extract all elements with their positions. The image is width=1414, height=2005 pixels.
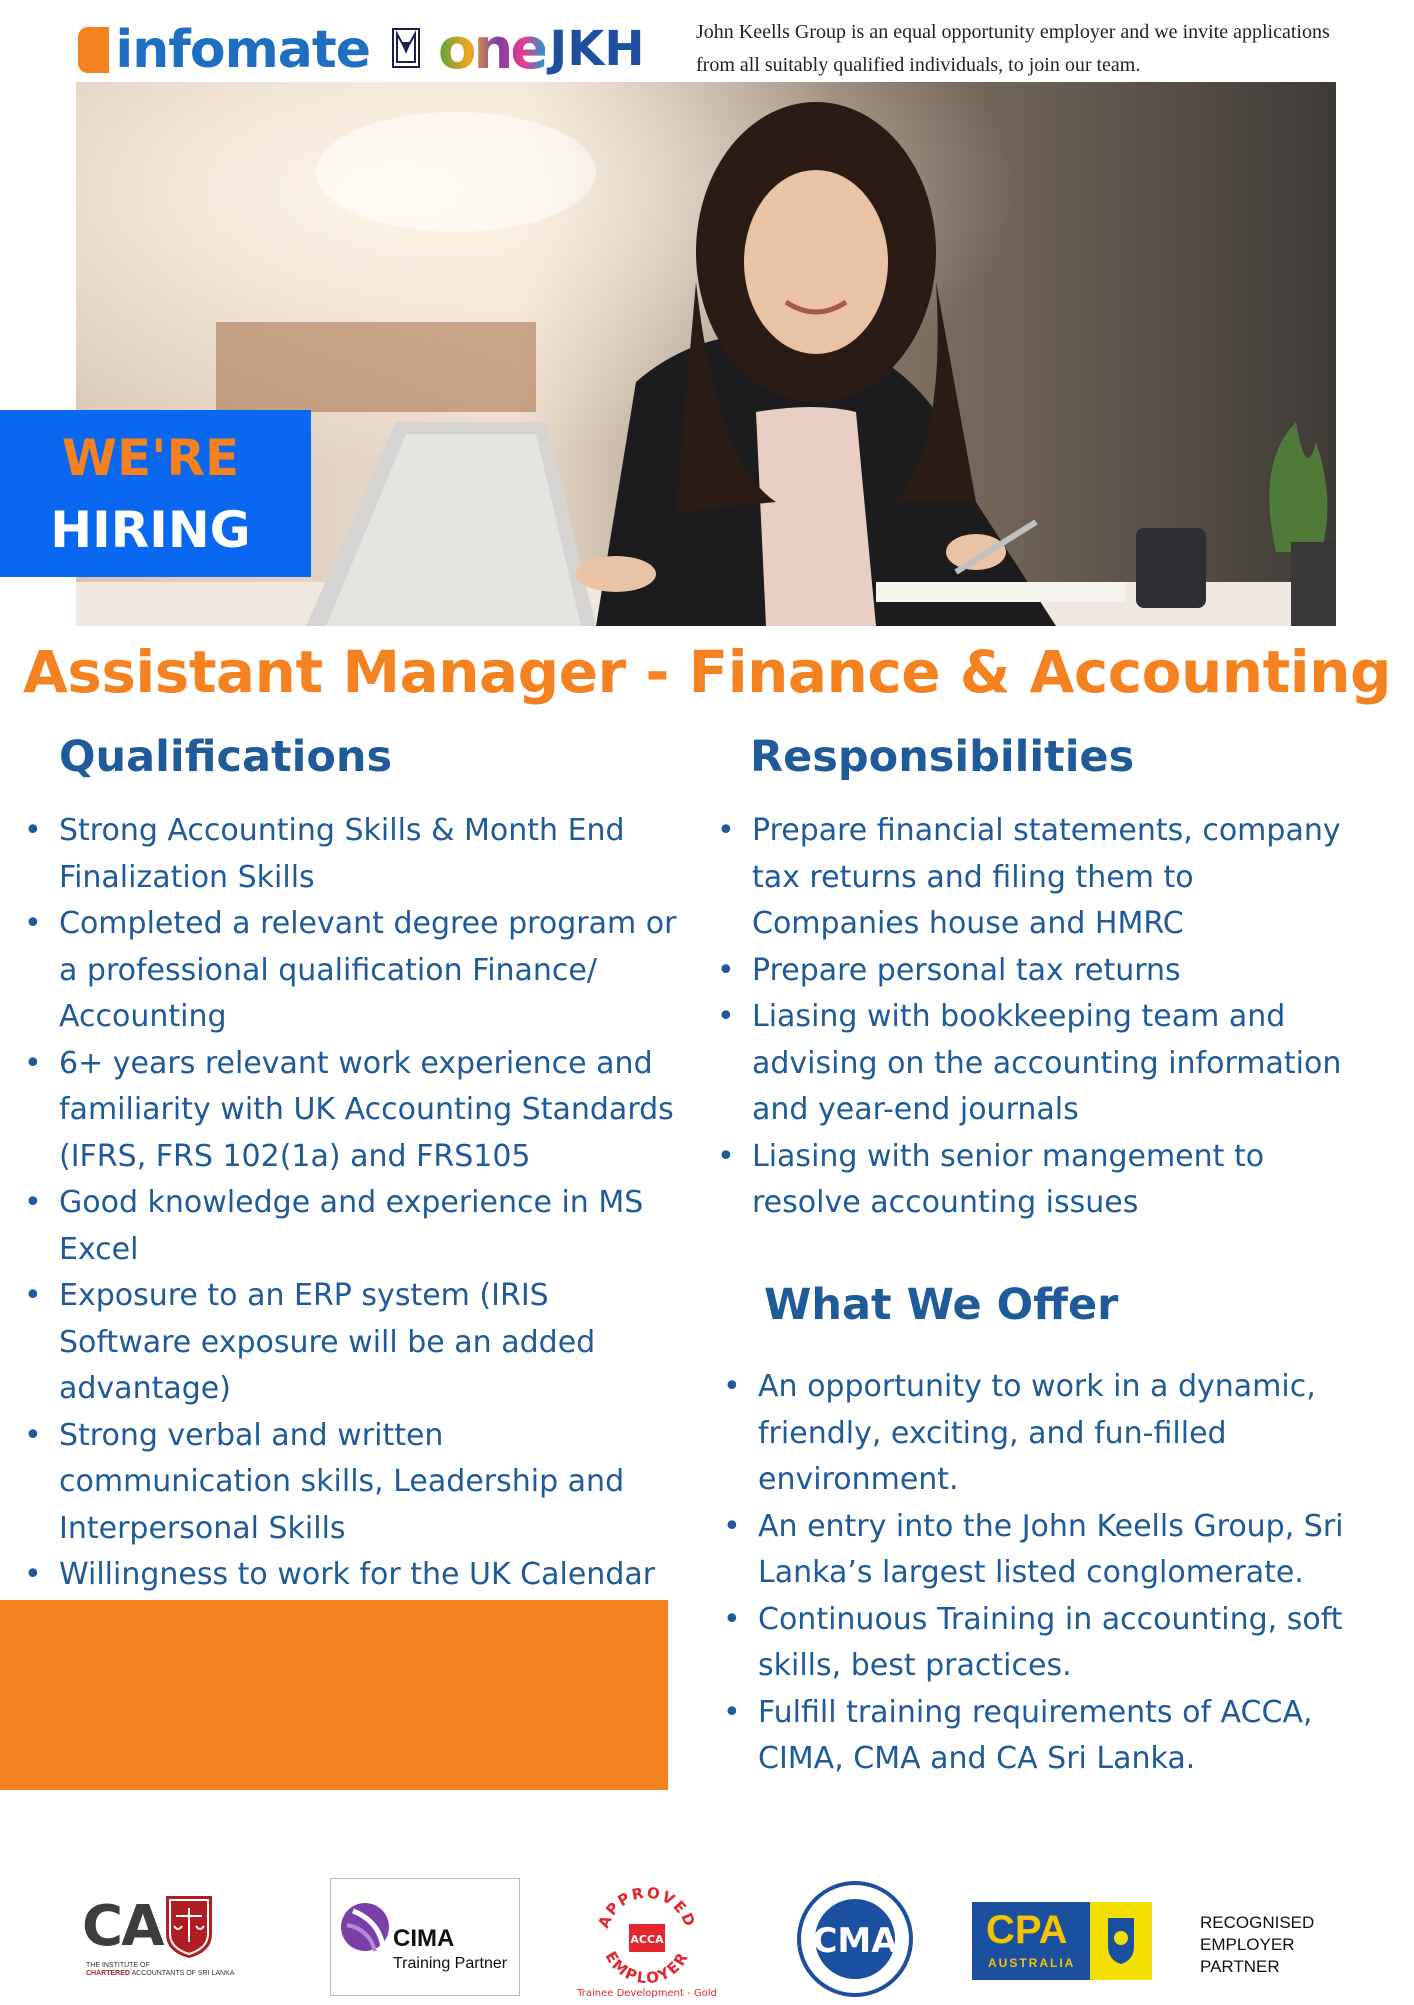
infomate-wordmark: infomate xyxy=(115,20,370,80)
cima-tagline: Training Partner xyxy=(393,1955,508,1972)
acca-approved-employer-logo xyxy=(572,1876,722,2000)
ca-abbr: CA xyxy=(82,1894,163,1959)
list-item: • Fulfill training requirements of ACCA, CIMA, CMA and CA Sri Lanka. xyxy=(723,1690,1353,1783)
list-item: • Strong verbal and written communication skills, Leadership and Interpersonal Skills xyxy=(24,1413,684,1553)
cpa-crest-icon xyxy=(1090,1902,1152,1980)
cima-name: CIMA xyxy=(393,1925,455,1952)
hiring-banner-line2: HIRING xyxy=(50,501,251,559)
acca-center: ACCA xyxy=(630,1933,664,1946)
list-item: • Willingness to work for the UK Calendar xyxy=(24,1552,684,1599)
infomate-logo xyxy=(78,18,370,82)
acca-caption: Trainee Development - Gold xyxy=(577,1988,717,1999)
ca-subtitle: THE INSTITUTE OF CHARTERED ACCOUNTANTS OF SRI LANKA xyxy=(86,1962,235,1977)
list-item: • Liasing with bookkeeping team and advising on the accounting information and year-end journals xyxy=(717,994,1357,1134)
hiring-banner-line1: WE'RE xyxy=(61,429,240,487)
list-item: • An opportunity to work in a dynamic, friendly, exciting, and fun-filled environment. xyxy=(723,1364,1353,1504)
equal-opportunity-note: John Keells Group is an equal opportunity employer and we invite applications from all suitably qualified individuals, to join our team. xyxy=(696,21,1330,76)
list-item: • 6+ years relevant work experience and familiarity with UK Accounting Standards (IFRS, FRS 102(1a) and FRS105 xyxy=(24,1041,684,1181)
one-wordmark: one xyxy=(438,16,546,82)
acca-employer-text: EMPLOYER xyxy=(601,1948,693,1988)
offer-heading: What We Offer xyxy=(764,1280,1119,1330)
list-item: • Prepare financial statements, company tax returns and filing them to Companies house and HMRC xyxy=(717,808,1357,948)
list-item: • Exposure to an ERP system (IRIS Software exposure will be an added advantage) xyxy=(24,1273,684,1413)
list-item: • Strong Accounting Skills & Month End Finalization Skills xyxy=(24,808,684,901)
cpa-abbr: CPA xyxy=(986,1908,1068,1952)
infomate-mark-icon xyxy=(78,27,109,73)
cima-circle-icon xyxy=(339,1901,391,1953)
recognised-employer-partner-label: RECOGNISED EMPLOYER PARTNER xyxy=(1200,1913,1315,1976)
ca-sri-lanka-logo xyxy=(82,1890,235,1986)
cpa-australia-logo xyxy=(972,1902,1152,1980)
svg-text:APPROVED xyxy=(594,1884,699,1931)
cima-training-partner-logo xyxy=(330,1878,520,1996)
one-jkh-logo xyxy=(438,16,645,82)
responsibilities-heading: Responsibilities xyxy=(750,732,1135,782)
offer-list xyxy=(723,1364,1353,1783)
jkh-wordmark: JKH xyxy=(549,21,645,77)
list-item: • Completed a relevant degree program or a professional qualification Finance/ Accounting xyxy=(24,901,684,1041)
list-item: • Good knowledge and experience in MS Excel xyxy=(24,1180,684,1273)
list-item: • Prepare personal tax returns xyxy=(717,948,1357,995)
responsibilities-list xyxy=(717,808,1357,1227)
acca-approved-text: APPROVED xyxy=(594,1883,700,1931)
list-item: • An entry into the John Keells Group, Sri Lanka’s largest listed conglomerate. xyxy=(723,1504,1353,1597)
ca-shield-icon xyxy=(164,1894,214,1960)
john-keells-emblem-icon xyxy=(392,28,420,68)
qualifications-list xyxy=(24,808,684,1599)
hiring-banner xyxy=(0,410,311,577)
cma-abbr: CMA xyxy=(812,1921,898,1961)
list-item: • Continuous Training in accounting, soft skills, best practices. xyxy=(723,1597,1353,1690)
decorative-orange-block xyxy=(0,1600,668,1790)
cma-sri-lanka-logo xyxy=(796,1880,914,1998)
cpa-country: AUSTRALIA xyxy=(988,1956,1076,1970)
qualifications-heading: Qualifications xyxy=(59,732,393,782)
list-item: • Liasing with senior mangement to resolve accounting issues xyxy=(717,1134,1357,1227)
job-title: Assistant Manager - Finance & Accounting xyxy=(22,638,1391,706)
svg-text:EMPLOYER xyxy=(602,1948,693,1987)
